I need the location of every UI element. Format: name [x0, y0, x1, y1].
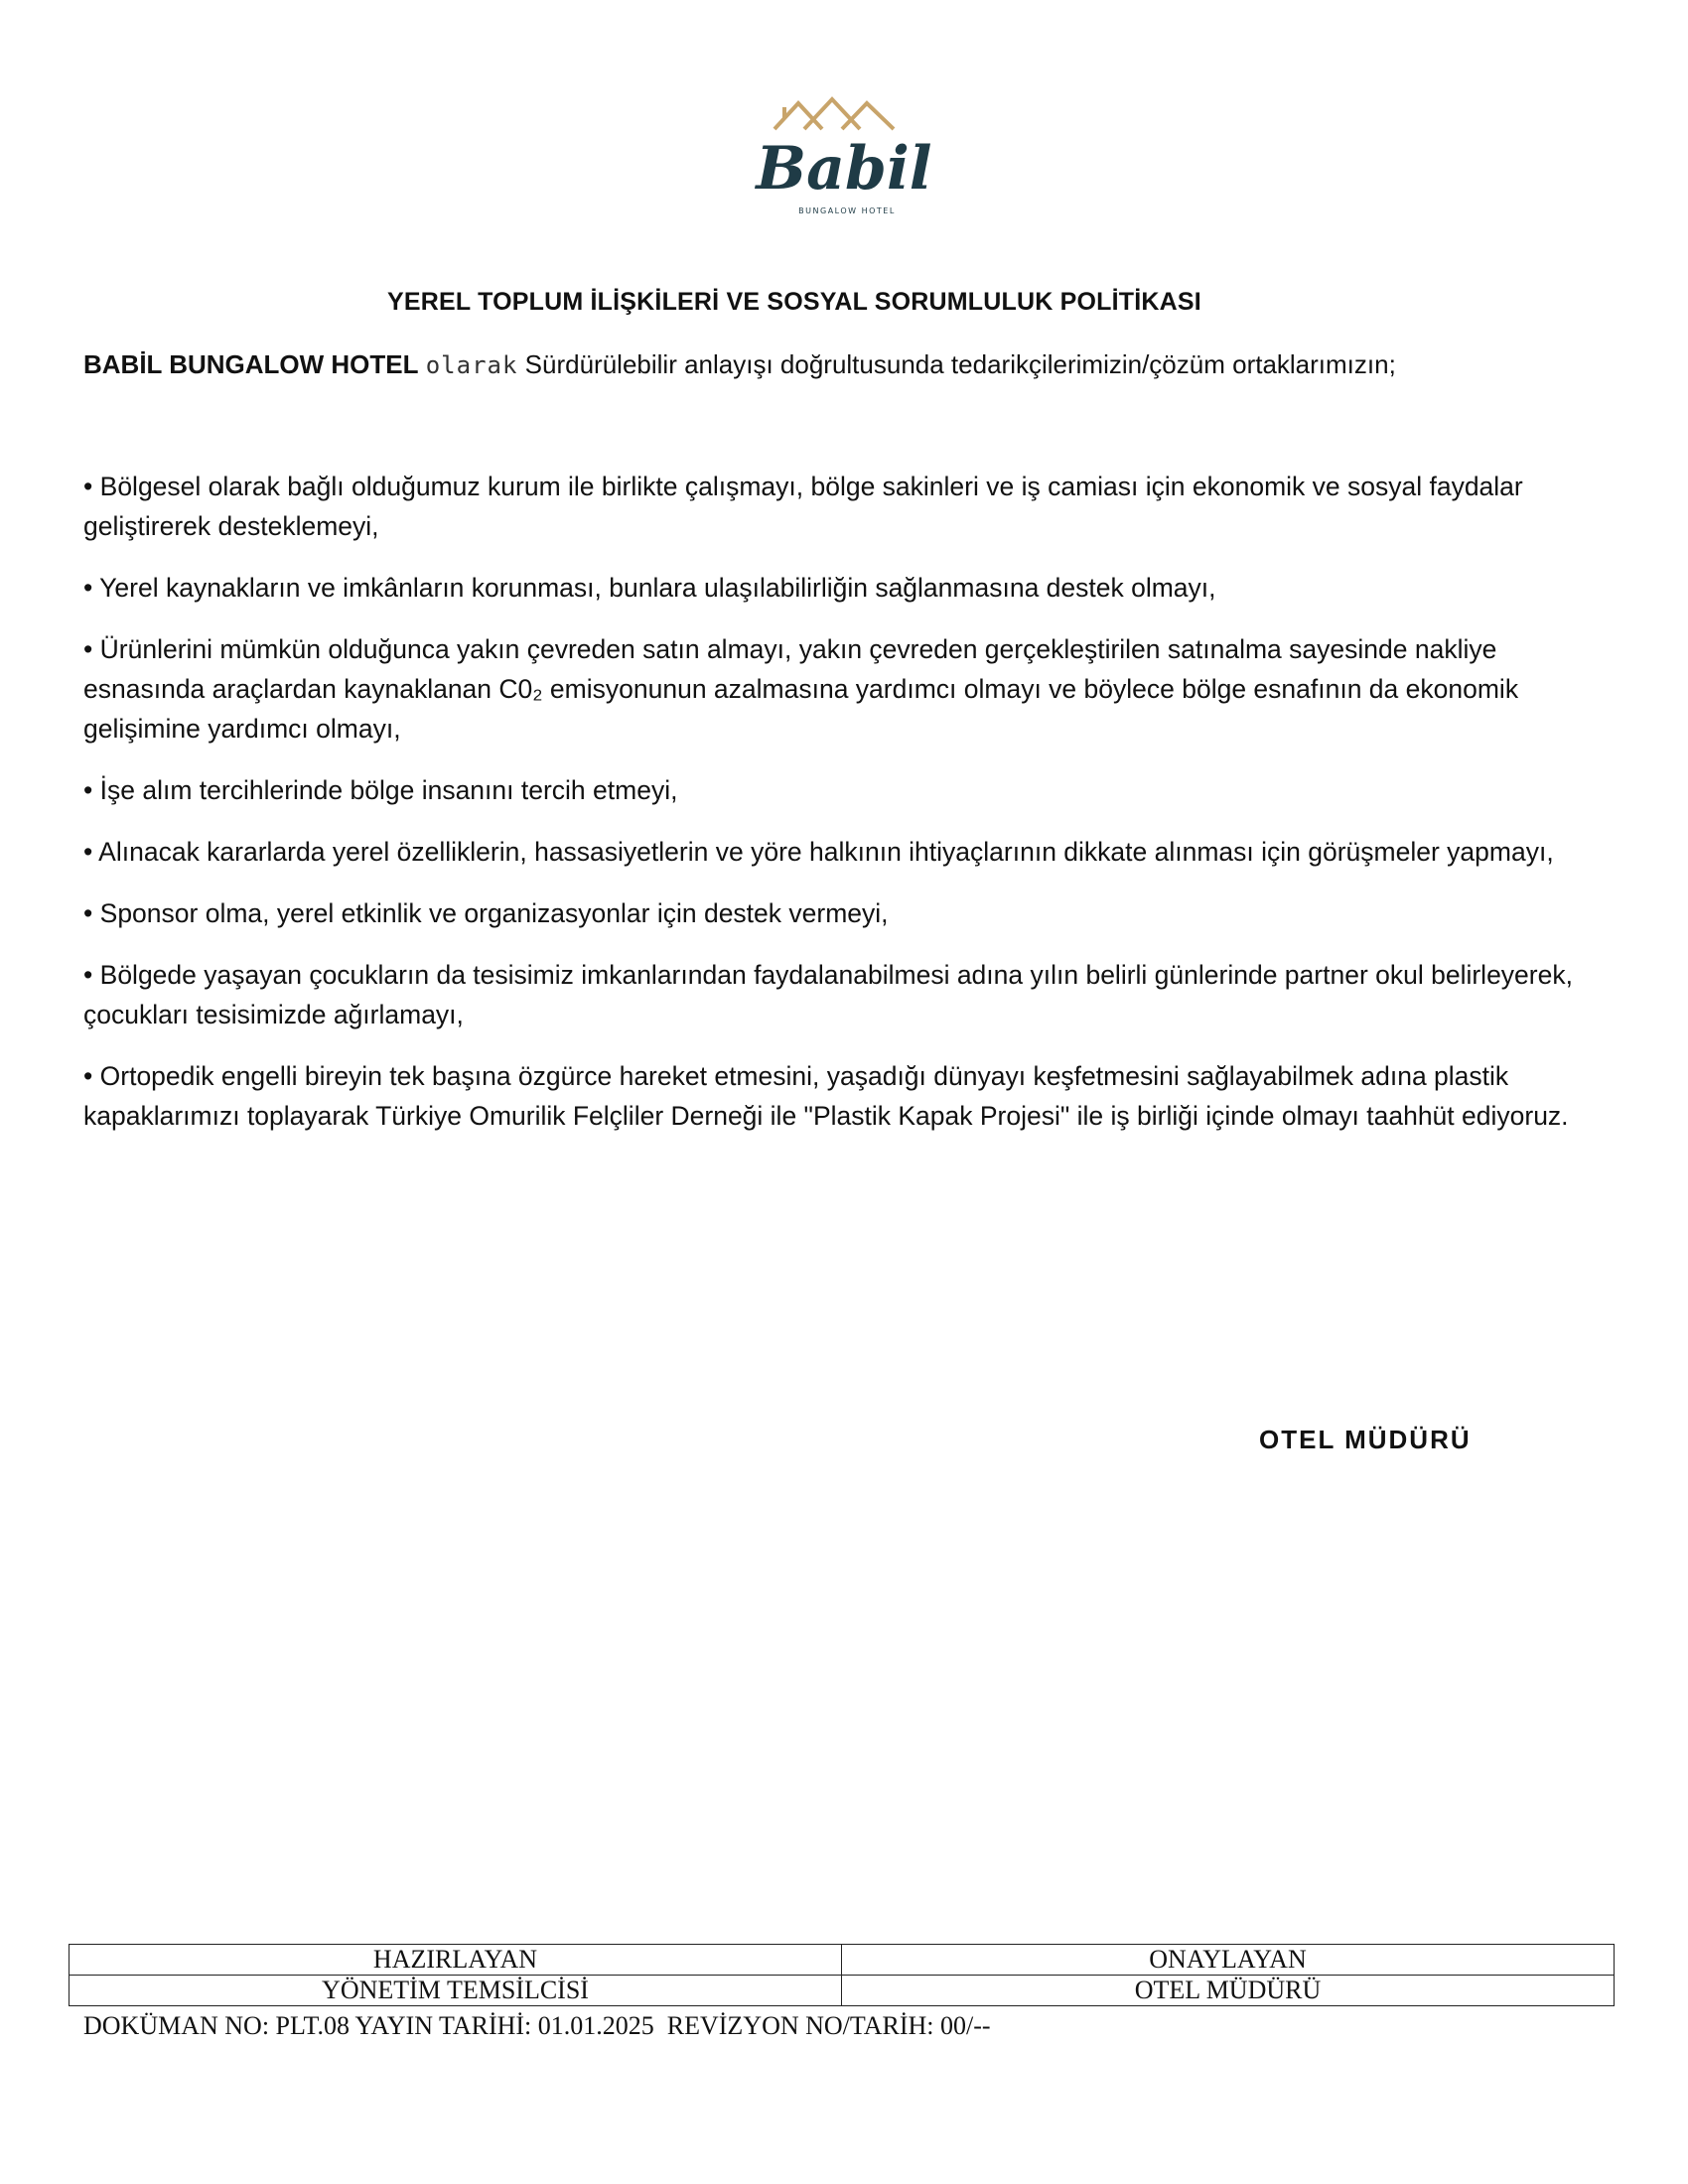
intro-olarak: olarak	[425, 351, 518, 379]
policy-item: • Bölgesel olarak bağlı olduğumuz kurum ile birlikte çalışmayı, bölge sakinleri ve iş camiası için ekonomik ve sosyal faydalar geliştirerek desteklemeyi,	[83, 472, 1523, 541]
prepared-by-cell: YÖNETİM TEMSİLCİSİ	[70, 1976, 842, 2006]
logo-graphic	[705, 89, 983, 228]
policy-item: • Yerel kaynakların ve imkânların korunması, bunlara ulaşılabilirliğin sağlanmasına destek olmayı,	[83, 573, 1216, 603]
policy-item: • Alınacak kararlarda yerel özelliklerin, hassasiyetlerin ve yöre halkının ihtiyaçlarının dikkate alınması için görüşmeler yapmayı,	[83, 837, 1554, 867]
policy-item: • Ürünlerini mümkün olduğunca yakın çevreden satın almayı, yakın çevreden gerçekleştirilen satınalma sayesinde nakliye esnasında araçlardan kaynaklanan C0₂ emisyonunun azalmasına yardımcı olmayı ve böylece bölge esnafının da ekonomik gelişimine yardımcı olmayı,	[83, 634, 1519, 744]
table-row	[70, 1945, 1615, 1976]
signature-title: OTEL MÜDÜRÜ	[1259, 1425, 1472, 1454]
roof-icon	[774, 99, 894, 129]
prepared-label-cell: HAZIRLAYAN	[70, 1945, 842, 1976]
policy-list	[83, 467, 1613, 1158]
policy-item: • Sponsor olma, yerel etkinlik ve organizasyonlar için destek vermeyi,	[83, 898, 889, 928]
company-name: BABİL BUNGALOW HOTEL	[83, 349, 419, 379]
hotel-logo	[705, 89, 983, 228]
table-row	[70, 1976, 1615, 2006]
logo-tagline: BUNGALOW HOTEL	[798, 206, 896, 215]
approved-label-cell: ONAYLAYAN	[842, 1945, 1615, 1976]
approved-by-cell: OTEL MÜDÜRÜ	[842, 1976, 1615, 2006]
page-title: YEREL TOPLUM İLİŞKİLERİ VE SOSYAL SORUMLULUK POLİTİKASI	[387, 288, 1201, 316]
approval-table	[69, 1944, 1615, 2006]
logo-brand-text: Babil	[756, 134, 932, 204]
intro-text: Sürdürülebilir anlayışı doğrultusunda tedarikçilerimizin/çözüm ortaklarımızın;	[524, 349, 1396, 379]
intro-paragraph	[83, 349, 1613, 380]
policy-item: • İşe alım tercihlerinde bölge insanını tercih etmeyi,	[83, 775, 678, 805]
policy-item: • Ortopedik engelli bireyin tek başına özgürce hareket etmesini, yaşadığı dünyayı keşfetmesini sağlayabilmek adına plastik kapaklarımızı toplayarak Türkiye Omurilik Felçliler Derneği ile "Plastik Kapak Projesi" ile iş birliği içinde olmayı taahhüt ediyoruz.	[83, 1061, 1569, 1131]
policy-item: • Bölgede yaşayan çocukların da tesisimiz imkanlarından faydalanabilmesi adına yılın belirli günlerinde partner okul belirleyerek, çocukları tesisimizde ağırlamayı,	[83, 960, 1573, 1029]
document-info: DOKÜMAN NO: PLT.08 YAYIN TARİHİ: 01.01.2025 REVİZYON NO/TARİH: 00/--	[83, 2011, 991, 2040]
